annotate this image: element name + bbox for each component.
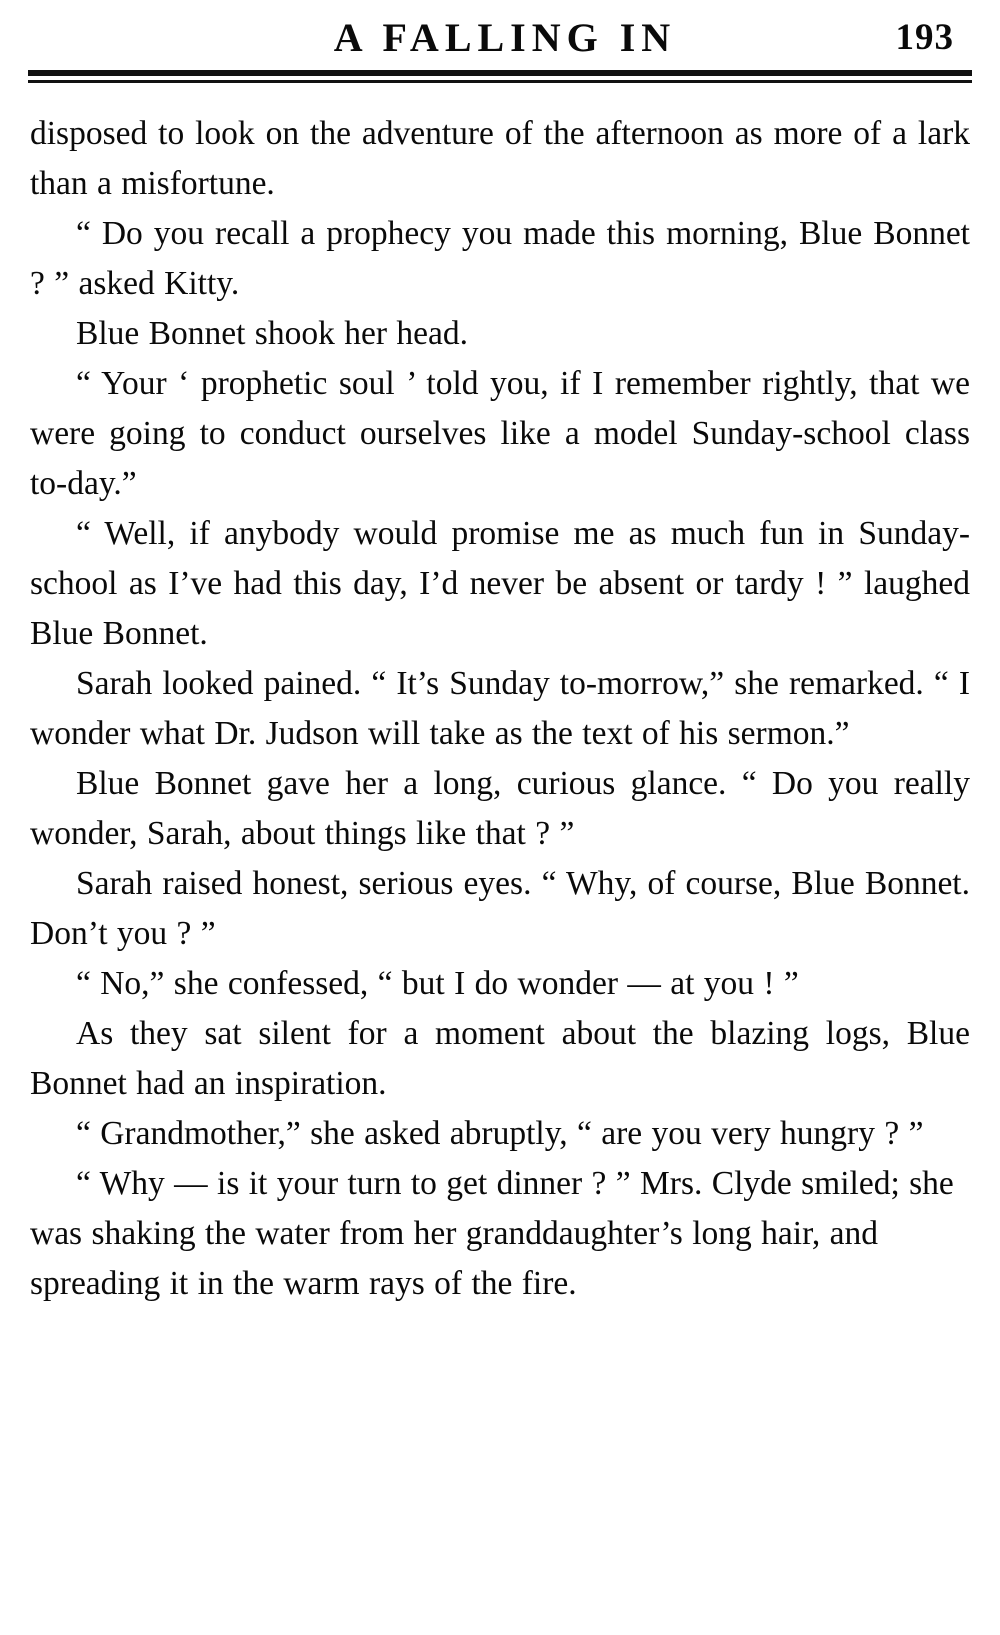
paragraph: As they sat silent for a moment about the blazing logs, Blue Bonnet had an inspiration.	[30, 1015, 970, 1102]
paragraph: disposed to look on the adventure of the afternoon as more of a lark than a misfortune.	[30, 115, 970, 202]
paragraph: Blue Bonnet shook her head.	[76, 315, 468, 352]
paragraph: “ Well, if anybody would promise me as much fun in Sunday-school as I’ve had this day, I’d never be absent or tardy ! ” laughed Blue Bonnet.	[30, 515, 970, 652]
paragraph: “ Why — is it your turn to get dinner ? ” Mrs. Clyde smiled; she was shaking the water from her granddaughter’s long hair, and spreading it in the warm rays of the fire.	[30, 1165, 954, 1302]
page-body	[30, 109, 970, 1309]
paragraph: “ Do you recall a prophecy you made this morning, Blue Bonnet ? ” asked Kitty.	[30, 215, 970, 302]
header-rule	[28, 70, 972, 83]
rule-thin	[28, 80, 972, 83]
paragraph: Sarah raised honest, serious eyes. “ Why, of course, Blue Bonnet. Don’t you ? ”	[30, 865, 970, 952]
paragraph: Sarah looked pained. “ It’s Sunday to-morrow,” she remarked. “ I wonder what Dr. Judson will take as the text of his sermon.”	[30, 665, 970, 752]
paragraph: “ Your ‘ prophetic soul ’ told you, if I remember rightly, that we were going to conduct ourselves like a model Sunday-school class to-day.”	[30, 365, 970, 502]
page-header	[0, 0, 1000, 60]
running-head: A FALLING IN	[333, 15, 677, 60]
paragraph: “ No,” she confessed, “ but I do wonder — at you ! ”	[76, 965, 799, 1002]
paragraph: Blue Bonnet gave her a long, curious glance. “ Do you really wonder, Sarah, about things like that ? ”	[30, 765, 970, 852]
page-number: 193	[895, 17, 954, 58]
paragraph: “ Grandmother,” she asked abruptly, “ are you very hungry ? ”	[76, 1115, 924, 1152]
